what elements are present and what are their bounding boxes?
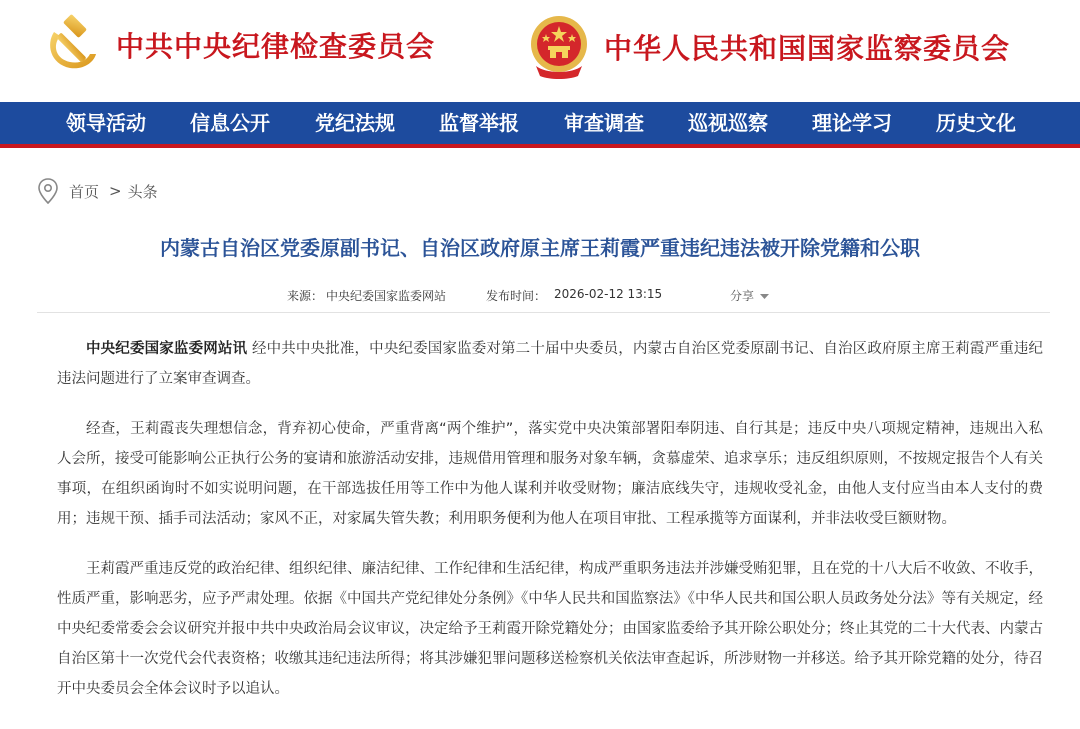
source-value: 中央纪委国家监委网站 xyxy=(326,289,447,303)
main-nav xyxy=(0,102,1080,148)
nav-item-inspection[interactable]: 巡视巡察 xyxy=(688,111,768,135)
nav-item-history[interactable]: 历史文化 xyxy=(936,111,1016,135)
share-button[interactable] xyxy=(730,287,769,304)
nav-item-disclosure[interactable]: 信息公开 xyxy=(190,111,270,135)
nav-item-theory[interactable]: 理论学习 xyxy=(812,111,892,135)
article-body xyxy=(57,334,1043,724)
paragraph-1-text: 经中共中央批准，中央纪委国家监委对第二十届中央委员，内蒙古自治区党委原副书记、自治区政府原主席王莉霞严重违纪违法问题进行了立案审查调查。 xyxy=(57,341,1044,387)
article-title: 内蒙古自治区党委原副书记、自治区政府原主席王莉霞严重违纪违法被开除党籍和公职 xyxy=(160,236,920,260)
breadcrumb-current[interactable]: 头条 xyxy=(127,182,158,201)
caret-down-icon xyxy=(760,294,769,300)
nav-item-regulations[interactable]: 党纪法规 xyxy=(315,111,395,135)
share-label: 分享 xyxy=(730,289,755,303)
breadcrumb-home[interactable]: 首页 xyxy=(69,182,100,201)
lead-source: 中央纪委国家监委网站讯 xyxy=(86,341,248,357)
article-meta xyxy=(0,287,1080,305)
nav-item-investigation[interactable]: 审查调查 xyxy=(564,111,644,135)
left-org-name: 中共中央纪律检查委员会 xyxy=(116,30,436,63)
nav-item-leadership[interactable]: 领导活动 xyxy=(66,111,146,135)
national-emblem-icon xyxy=(526,14,592,80)
breadcrumb-separator: > xyxy=(109,182,122,200)
time-value: 2026-02-12 13:15 xyxy=(554,287,663,301)
paragraph-2: 经查，王莉霞丧失理想信念，背弃初心使命，严重背离“两个维护”，落实党中央决策部署阳奉阴违、自行其是；违反中央八项规定精神，违规出入私人会所，接受可能影响公正执行公务的宴请和旅游活动安排，违规借用管理和服务对象车辆，贪慕虚荣、追求享乐；违反组织原则，不按规定报告个人有关事项，在组织函询时不如实说明问题，在干部选拔任用等工作中为他人谋利并收受财物；廉洁底线失守，违规收受礼金，由他人支付应当由本人支付的费用；违规干预、插手司法活动；家风不正，对家属失管失教；利用职务便利为他人在项目审批、工程承揽等方面谋利，并非法收受巨额财物。 xyxy=(57,421,1043,527)
right-org-name: 中华人民共和国国家监察委员会 xyxy=(604,32,1011,65)
breadcrumb xyxy=(37,178,158,204)
nav-item-report[interactable]: 监督举报 xyxy=(439,111,519,135)
ccdi-logo[interactable] xyxy=(40,14,435,76)
source-label: 来源： xyxy=(287,289,324,303)
paragraph-3: 王莉霞严重违反党的政治纪律、组织纪律、廉洁纪律、工作纪律和生活纪律，构成严重职务违法并涉嫌受贿犯罪，且在党的十八大后不收敛、不收手，性质严重，影响恶劣，应予严肃处理。依据《中国共产党纪律处分条例》《中华人民共和国监察法》《中华人民共和国公职人员政务处分法》等有关规定，经中央纪委常委会会议研究并报中共中央政治局会议审议，决定给予王莉霞开除党籍处分；由国家监委给予其开除公职处分；终止其党的二十大代表、内蒙古自治区第十一次党代会代表资格；收缴其违纪违法所得；将其涉嫌犯罪问题移送检察机关依法审查起诉，所涉财物一并移送。给予其开除党籍的处分，待召开中央委员会全体会议时予以追认。 xyxy=(57,561,1043,697)
party-emblem-icon xyxy=(40,14,102,76)
nsc-logo[interactable] xyxy=(526,14,1010,80)
location-pin-icon xyxy=(37,178,59,204)
paragraph-1 xyxy=(57,334,1043,394)
time-label: 发布时间： xyxy=(486,289,547,303)
meta-divider xyxy=(37,312,1050,313)
site-header xyxy=(0,0,1080,100)
